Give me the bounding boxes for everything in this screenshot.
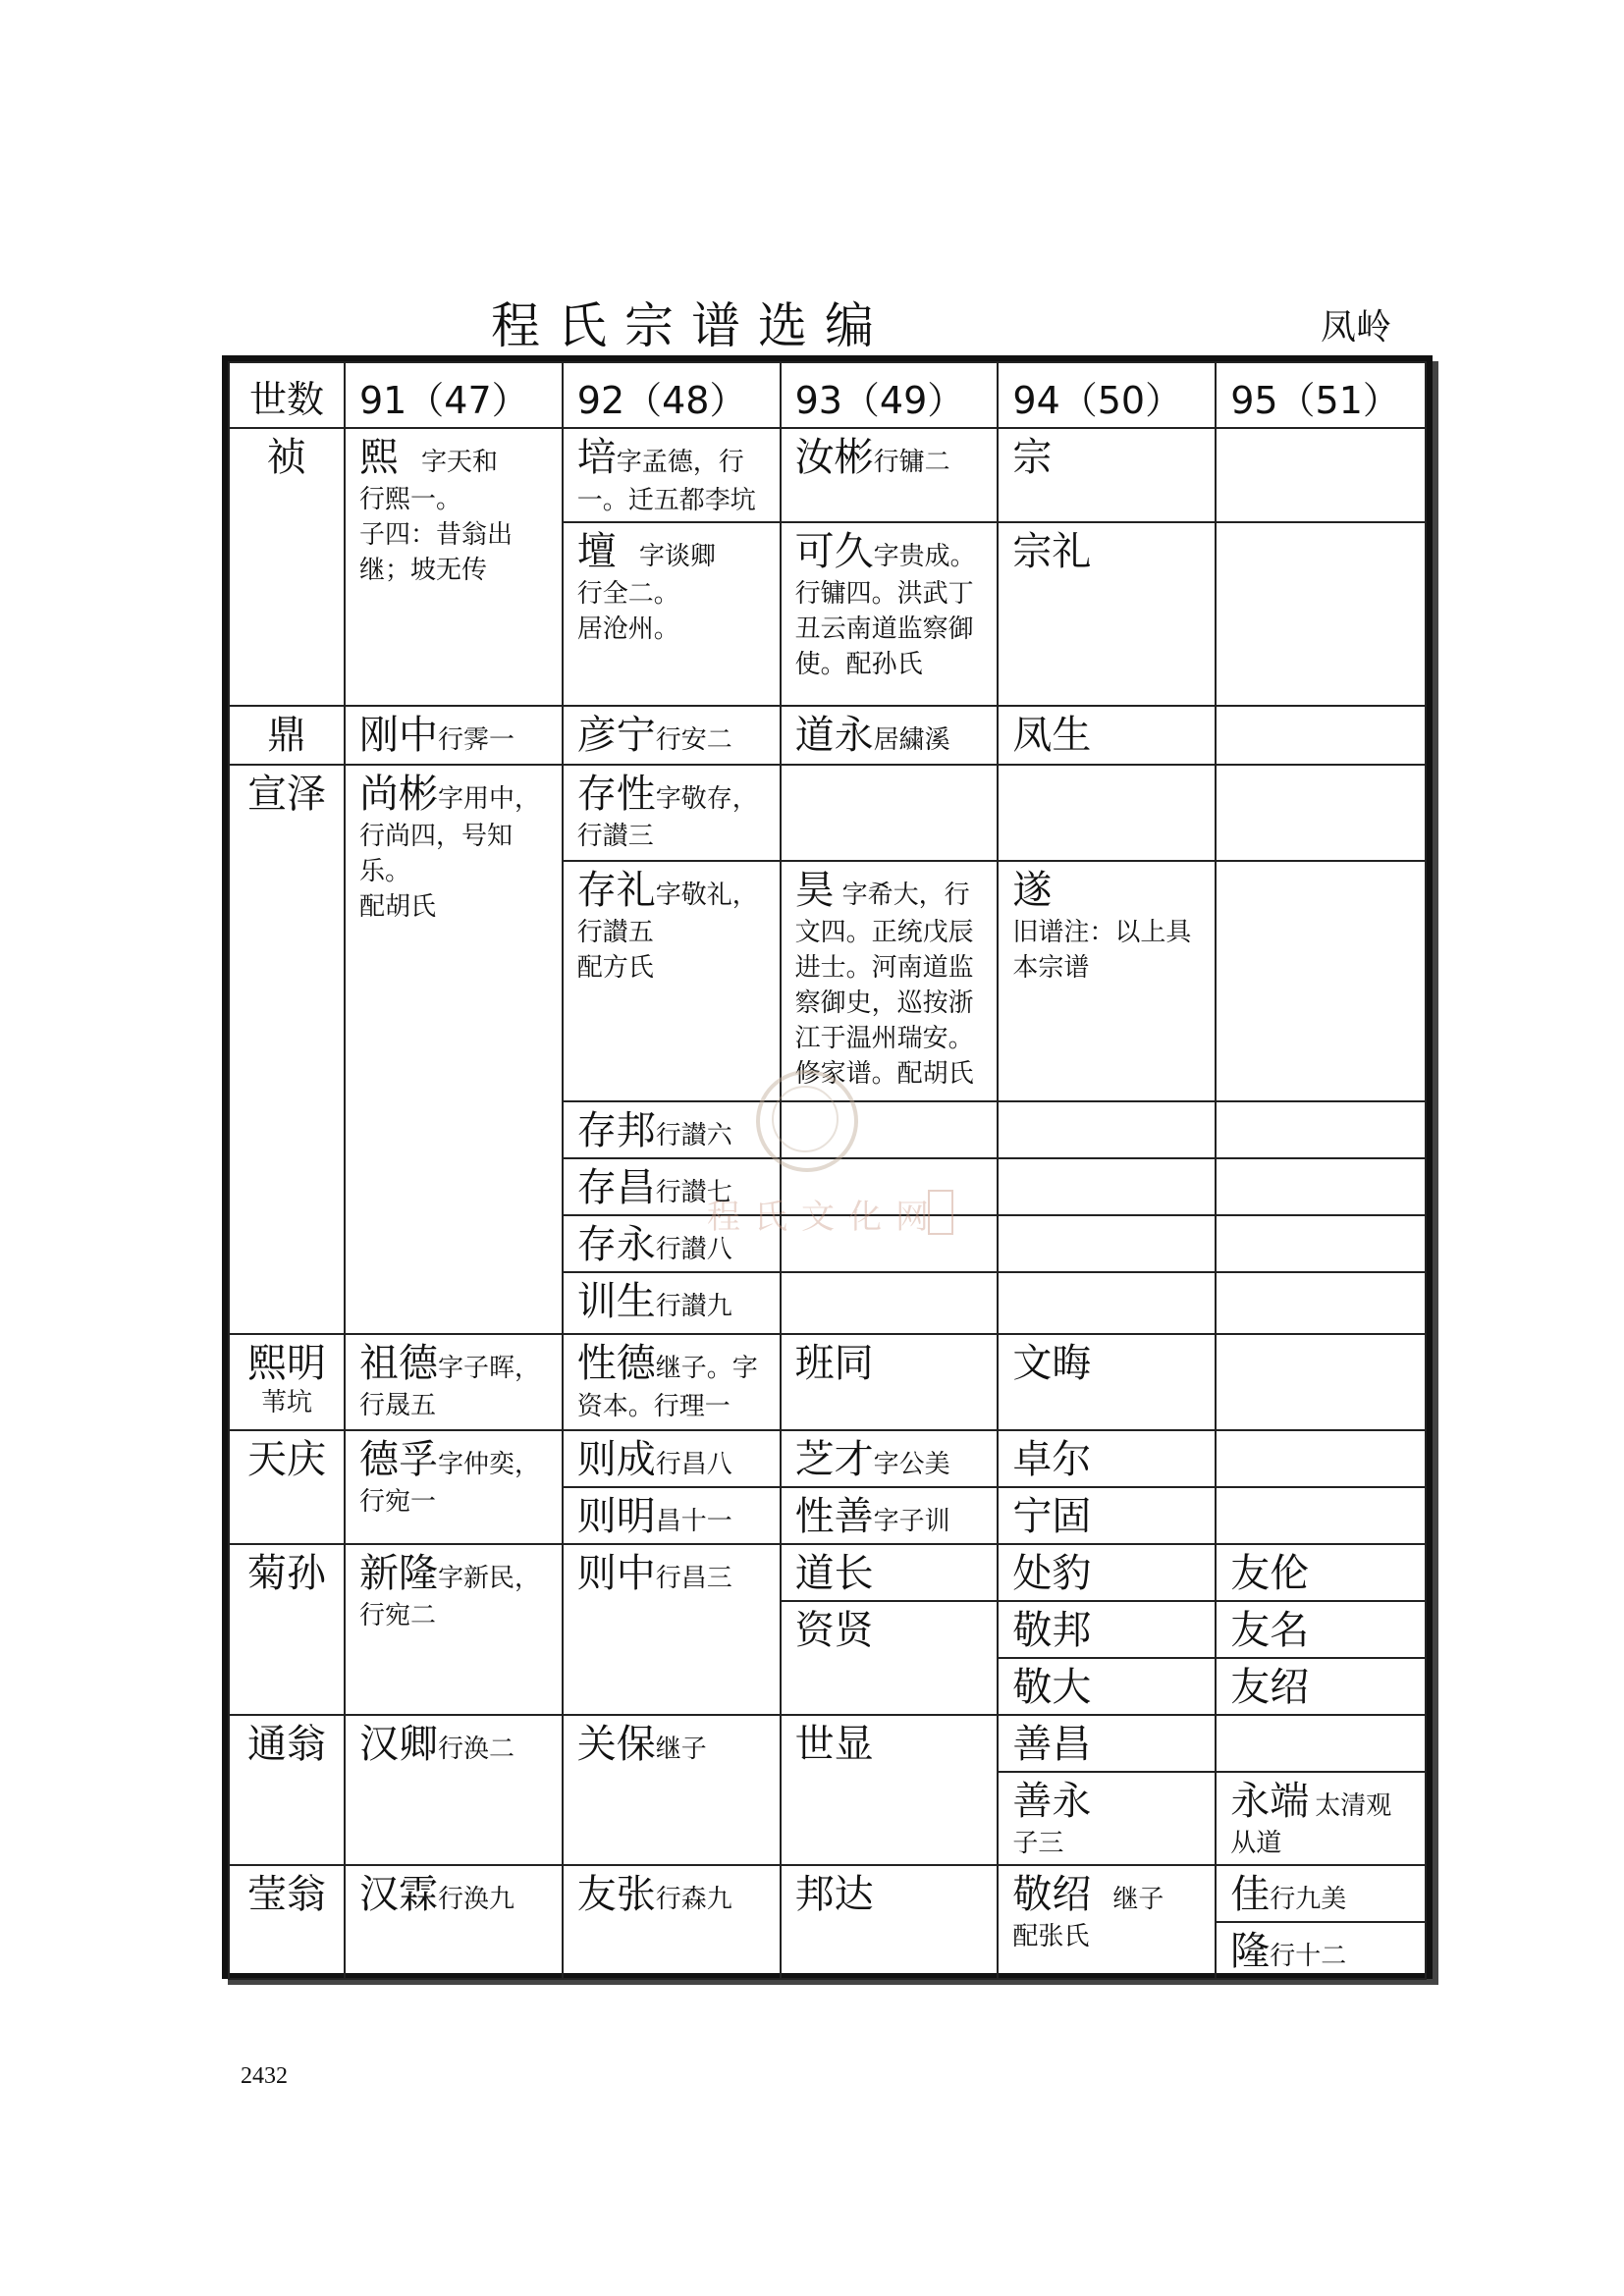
person-note: 行全二。: [576, 579, 679, 609]
person-name: 性德: [576, 1341, 656, 1386]
person-note: 居沧州。: [576, 614, 679, 644]
person-note: 行讃三: [576, 822, 654, 851]
person-note: 太清观: [1315, 1791, 1392, 1821]
person-cell: [781, 1334, 999, 1430]
person-name: 汝彬: [794, 435, 874, 480]
person-note: 字子训: [873, 1507, 950, 1536]
person-note: 行讃五: [576, 918, 654, 947]
person-note: 字敬存，: [655, 784, 758, 814]
person-cell: [781, 1544, 999, 1601]
person-name: 班同: [794, 1341, 874, 1386]
header-generation: 世数: [229, 362, 345, 428]
page-title: 程氏宗谱选编: [491, 297, 892, 354]
person-name: 则明: [576, 1494, 656, 1539]
person-name: 存永: [576, 1222, 656, 1267]
person-note: 行涣九: [437, 1885, 514, 1914]
person-cell: [781, 1715, 999, 1865]
person-name: 宗礼: [1012, 529, 1092, 574]
person-cell: [345, 765, 563, 1334]
person-note: 行宛二: [358, 1601, 436, 1630]
person-cell: [1216, 1865, 1426, 1922]
watermark-text: 程氏文化网: [707, 1198, 943, 1237]
person-name: 存邦: [576, 1108, 656, 1153]
person-cell: [345, 1865, 563, 1979]
person-cell: [998, 1430, 1216, 1487]
person-cell: [563, 1715, 781, 1865]
empty-cell: [781, 765, 999, 861]
person-cell: [1216, 1544, 1426, 1601]
person-note: 字天和: [421, 448, 499, 477]
person-note: 行安二: [655, 725, 732, 755]
person-cell: [781, 428, 999, 522]
person-cell: [1216, 1922, 1426, 1979]
person-cell: [998, 428, 1216, 522]
person-cell: [998, 706, 1216, 765]
ancestor-cell: [229, 765, 345, 1334]
empty-cell: [1216, 1487, 1426, 1544]
person-note: 行讃八: [655, 1235, 732, 1264]
person-name: 新隆: [358, 1551, 438, 1596]
header-gen-94: 94（50）: [998, 362, 1216, 428]
person-note: 行宛一: [358, 1487, 436, 1517]
person-cell: [563, 1101, 781, 1158]
person-note: 子四：昔翁出继；坡无传: [358, 520, 513, 585]
person-name: 芝才: [794, 1437, 874, 1482]
person-note: 行镛二: [873, 448, 950, 477]
person-name: 训生: [576, 1279, 656, 1324]
person-name: 宁固: [1012, 1494, 1092, 1539]
empty-cell: [1216, 1430, 1426, 1487]
person-name: 昊: [794, 868, 835, 913]
table-row: [229, 428, 1426, 522]
person-name: 凤生: [1012, 713, 1092, 758]
person-cell: [998, 861, 1216, 1101]
person-name: 敬绍: [1012, 1872, 1092, 1917]
empty-cell: [781, 1272, 999, 1334]
ancestor-cell: [229, 706, 345, 765]
person-cell: [563, 765, 781, 861]
person-name: 卓尔: [1012, 1437, 1092, 1482]
person-note: 继子。字资本。行理一: [576, 1354, 758, 1421]
person-note: 从道: [1230, 1829, 1282, 1858]
person-name: 隆: [1230, 1929, 1271, 1974]
ancestor-name: 通翁: [246, 1722, 326, 1767]
person-note: 行昌八: [655, 1450, 732, 1479]
person-cell: [1216, 1772, 1426, 1865]
person-note: 字新民，: [437, 1564, 540, 1593]
person-note: 配张氏: [1012, 1922, 1090, 1951]
person-cell: [998, 1865, 1216, 1979]
person-note: 字仲奕，: [437, 1450, 540, 1479]
person-note: 字子晖，: [437, 1354, 540, 1383]
person-name: 汉霖: [358, 1872, 438, 1917]
person-note: 行森九: [655, 1885, 732, 1914]
empty-cell: [998, 1272, 1216, 1334]
person-name: 永端: [1230, 1779, 1310, 1824]
branch-place-name: 凤岭: [1321, 307, 1392, 347]
ancestor-name: 熙明: [246, 1341, 326, 1386]
person-name: 世显: [794, 1722, 874, 1767]
person-note: 字谈卿: [638, 542, 716, 571]
empty-cell: [1216, 1272, 1426, 1334]
person-note: 行晟五: [358, 1391, 436, 1420]
empty-cell: [1216, 861, 1426, 1101]
empty-cell: [1216, 428, 1426, 522]
genealogy-table: [228, 361, 1427, 1980]
person-cell: [998, 1715, 1216, 1772]
person-cell: [998, 1487, 1216, 1544]
person-name: 敬大: [1012, 1665, 1092, 1710]
person-cell: [345, 1544, 563, 1715]
person-cell: [563, 1430, 781, 1487]
empty-cell: [998, 1158, 1216, 1215]
ancestor-cell: [229, 1430, 345, 1544]
ancestor-cell: [229, 1544, 345, 1715]
person-name: 处豹: [1012, 1551, 1092, 1596]
person-cell: [998, 1772, 1216, 1865]
person-cell: [781, 1430, 999, 1487]
empty-cell: [1216, 522, 1426, 706]
ancestor-name: 菊孙: [246, 1551, 326, 1596]
person-name: 善昌: [1012, 1722, 1092, 1767]
person-cell: [563, 1865, 781, 1979]
person-name: 汉卿: [358, 1722, 438, 1767]
person-note: 行讃九: [655, 1292, 732, 1321]
person-note: 旧谱注：以上具本宗谱: [1012, 918, 1192, 983]
person-cell: [1216, 1601, 1426, 1658]
person-note: 昌十一: [655, 1507, 732, 1536]
person-name: 宗: [1012, 435, 1053, 480]
person-cell: [563, 861, 781, 1101]
person-note: 行镛四。洪武丁丑云南道监察御使。配孙氏: [794, 579, 974, 679]
person-cell: [345, 1715, 563, 1865]
person-cell: [998, 1601, 1216, 1658]
person-cell: [563, 1272, 781, 1334]
person-note: 字贵成。: [873, 542, 976, 571]
person-name: 邦达: [794, 1872, 874, 1917]
person-note: 继子: [655, 1735, 707, 1764]
person-note: 字孟德，行一。迁五都李坑: [576, 448, 756, 515]
person-name: 关保: [576, 1722, 656, 1767]
person-note: 子三: [1012, 1829, 1064, 1858]
person-cell: [781, 1487, 999, 1544]
header-gen-93: 93（49）: [781, 362, 999, 428]
person-cell: [998, 522, 1216, 706]
person-note: 继子: [1112, 1885, 1164, 1914]
empty-cell: [1216, 1715, 1426, 1772]
watermark-seal-icon: [756, 1070, 858, 1172]
person-cell: [1216, 1658, 1426, 1715]
person-cell: [345, 1334, 563, 1430]
table-row: [229, 1544, 1426, 1601]
person-name: 友绍: [1230, 1665, 1310, 1710]
empty-cell: [1216, 1158, 1426, 1215]
header-row: [229, 362, 1426, 428]
person-cell: [781, 1601, 999, 1715]
person-cell: [563, 1334, 781, 1430]
empty-cell: [1216, 1334, 1426, 1430]
person-name: 则成: [576, 1437, 656, 1482]
person-name: 存昌: [576, 1165, 656, 1210]
person-note: 字用中，: [437, 784, 540, 814]
person-note: 配方氏: [576, 953, 654, 983]
ancestor-name: 莹翁: [246, 1872, 326, 1917]
person-cell: [781, 522, 999, 706]
person-cell: [563, 1544, 781, 1715]
ancestor-name: 鼎: [266, 713, 306, 758]
ancestor-name: 宣泽: [246, 772, 326, 817]
person-name: 善永: [1012, 1779, 1092, 1824]
person-note: 行尚四，号知乐。: [358, 822, 513, 886]
person-note: 行霁一: [437, 725, 514, 755]
person-cell: [998, 1658, 1216, 1715]
watermark-seal-inner: [772, 1086, 839, 1152]
empty-cell: [998, 1215, 1216, 1272]
person-name: 存礼: [576, 868, 656, 913]
empty-cell: [1216, 1101, 1426, 1158]
person-name: 存性: [576, 772, 656, 817]
table-row: [229, 1865, 1426, 1922]
person-cell: [998, 1334, 1216, 1430]
table-row: [229, 765, 1426, 861]
watermark-stamp-icon: [928, 1190, 953, 1235]
person-note: 行涣二: [437, 1735, 514, 1764]
person-name: 性善: [794, 1494, 874, 1539]
person-note: 字希大，行: [841, 881, 970, 910]
person-name: 佳: [1230, 1872, 1271, 1917]
ancestor-name: 祯: [266, 435, 306, 480]
empty-cell: [1216, 706, 1426, 765]
ancestor-cell: [229, 1715, 345, 1865]
person-cell: [998, 1544, 1216, 1601]
person-name: 敬邦: [1012, 1608, 1092, 1653]
person-name: 熙: [358, 435, 399, 480]
header-gen-92: 92（48）: [563, 362, 781, 428]
person-note: 文四。正统戊辰进士。河南道监察御史，巡按浙江于温州瑞安。修家谱。配胡氏: [794, 918, 974, 1089]
table-row: [229, 706, 1426, 765]
ancestor-cell: [229, 1334, 345, 1430]
empty-cell: [998, 1101, 1216, 1158]
person-name: 友名: [1230, 1608, 1310, 1653]
person-name: 培: [576, 435, 617, 480]
person-name: 道长: [794, 1551, 874, 1596]
person-cell: [563, 522, 781, 706]
ancestor-cell: [229, 1865, 345, 1979]
person-name: 壇: [576, 529, 617, 574]
person-note: 行昌三: [655, 1564, 732, 1593]
person-note: 行熙一。: [358, 485, 461, 514]
header-gen-91: 91（47）: [345, 362, 563, 428]
person-note: 行讃六: [655, 1121, 732, 1150]
ancestor-cell: [229, 428, 345, 706]
person-note: 行九美: [1270, 1885, 1347, 1914]
person-cell: [345, 706, 563, 765]
person-name: 友伦: [1230, 1551, 1310, 1596]
table-row: [229, 1715, 1426, 1772]
person-name: 彦宁: [576, 713, 656, 758]
empty-cell: [998, 765, 1216, 861]
person-name: 祖德: [358, 1341, 438, 1386]
person-name: 道永: [794, 713, 874, 758]
person-note: 居繍溪: [873, 725, 950, 755]
empty-cell: [1216, 1215, 1426, 1272]
empty-cell: [1216, 765, 1426, 861]
page-number: 2432: [241, 2063, 288, 2089]
person-name: 尚彬: [358, 772, 438, 817]
ancestor-name: 天庆: [246, 1437, 326, 1482]
person-name: 友张: [576, 1872, 656, 1917]
table-row: [229, 1334, 1426, 1430]
person-cell: [781, 861, 999, 1101]
person-note: 行讃七: [655, 1178, 732, 1207]
person-cell: [563, 1487, 781, 1544]
person-note: 字公美: [873, 1450, 950, 1479]
person-name: 刚中: [358, 713, 438, 758]
person-name: 则中: [576, 1551, 656, 1596]
table-row: [229, 1430, 1426, 1487]
person-name: 可久: [794, 529, 874, 574]
person-name: 资贤: [794, 1608, 874, 1653]
person-name: 德孚: [358, 1437, 438, 1482]
person-note: 行十二: [1270, 1942, 1347, 1971]
ancestor-location: 苇坑: [260, 1388, 312, 1417]
person-name: 文晦: [1012, 1341, 1092, 1386]
person-cell: [563, 706, 781, 765]
person-cell: [345, 428, 563, 706]
person-note: 字敬礼，: [655, 881, 758, 910]
person-cell: [781, 1865, 999, 1979]
person-name: 遂: [1012, 868, 1053, 913]
person-cell: [345, 1430, 563, 1544]
header-gen-95: 95（51）: [1216, 362, 1426, 428]
person-cell: [563, 428, 781, 522]
person-note: 配胡氏: [358, 892, 436, 922]
person-cell: [781, 706, 999, 765]
